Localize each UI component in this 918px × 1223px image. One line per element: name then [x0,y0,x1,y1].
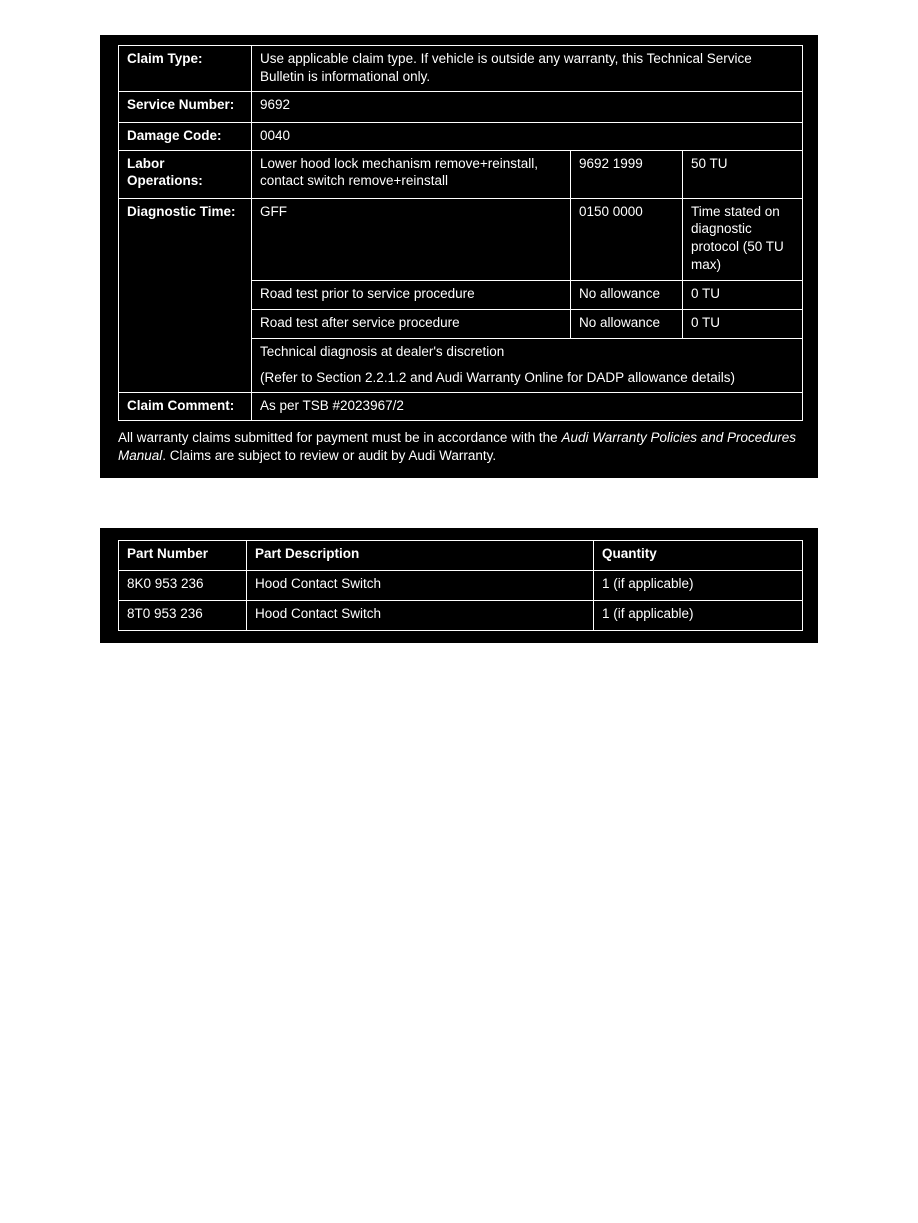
warranty-footer-note [118,429,802,464]
part-number-cell: 8T0 953 236 [119,601,247,631]
warranty-footer-text-before: All warranty claims submitted for payment must be in accordance with the [118,430,562,446]
technical-diagnosis-line2: (Refer to Section 2.2.1.2 and Audi Warranty Online for DADP allowance details) [260,370,735,386]
diagnostic-gff-time: Time stated on diagnostic protocol (50 TU max) [683,198,803,280]
labor-operations-row [119,150,803,198]
damage-code-label: Damage Code: [119,122,252,150]
table-row [119,601,803,631]
part-description-cell: Hood Contact Switch [247,601,594,631]
labor-operations-time: 50 TU [683,150,803,198]
service-number-row [119,91,803,122]
claim-comment-row [119,393,803,421]
parts-table [118,540,803,631]
warranty-manual-title: Audi Warranty Policies and Procedures Manual [118,430,797,463]
road-test-prior-time: 0 TU [683,280,803,309]
road-test-prior-description: Road test prior to service procedure [252,280,571,309]
diagnostic-time-gff-row [119,198,803,280]
claim-type-value: Use applicable claim type. If vehicle is outside any warranty, this Technical Service Bulletin is informational only. [252,46,803,92]
diagnostic-gff-code: 0150 0000 [571,198,683,280]
part-quantity-cell: 1 (if applicable) [594,601,803,631]
diagnostic-gff-description: GFF [252,198,571,280]
part-description-cell: Hood Contact Switch [247,571,594,601]
road-test-prior-code: No allowance [571,280,683,309]
service-number-value: 9692 [252,91,803,122]
parts-header-row [119,541,803,571]
parts-section [100,528,818,643]
service-number-label: Service Number: [119,91,252,122]
road-test-after-code: No allowance [571,309,683,338]
part-quantity-cell: 1 (if applicable) [594,571,803,601]
claim-comment-label: Claim Comment: [119,393,252,421]
damage-code-value: 0040 [252,122,803,150]
technical-diagnosis-line1: Technical diagnosis at dealer's discretion [260,343,505,359]
claim-comment-value: As per TSB #2023967/2 [252,393,803,421]
road-test-after-description: Road test after service procedure [252,309,571,338]
table-row [119,571,803,601]
part-number-cell: 8K0 953 236 [119,571,247,601]
road-test-after-time: 0 TU [683,309,803,338]
warranty-footer-text-after: . Claims are subject to review or audit by Audi Warranty. [162,447,497,463]
labor-operations-label: Labor Operations: [119,150,252,198]
technical-diagnosis-cell [252,338,803,393]
warranty-claims-section [100,35,818,478]
warranty-claims-table [118,45,803,421]
col-header-quantity: Quantity [594,541,803,571]
claim-type-label: Claim Type: [119,46,252,92]
labor-operations-code: 9692 1999 [571,150,683,198]
damage-code-row [119,122,803,150]
claim-type-row [119,46,803,92]
diagnostic-time-label: Diagnostic Time: [119,198,252,393]
col-header-part-description: Part Description [247,541,594,571]
labor-operations-description: Lower hood lock mechanism remove+reinstall, contact switch remove+reinstall [252,150,571,198]
col-header-part-number: Part Number [119,541,247,571]
